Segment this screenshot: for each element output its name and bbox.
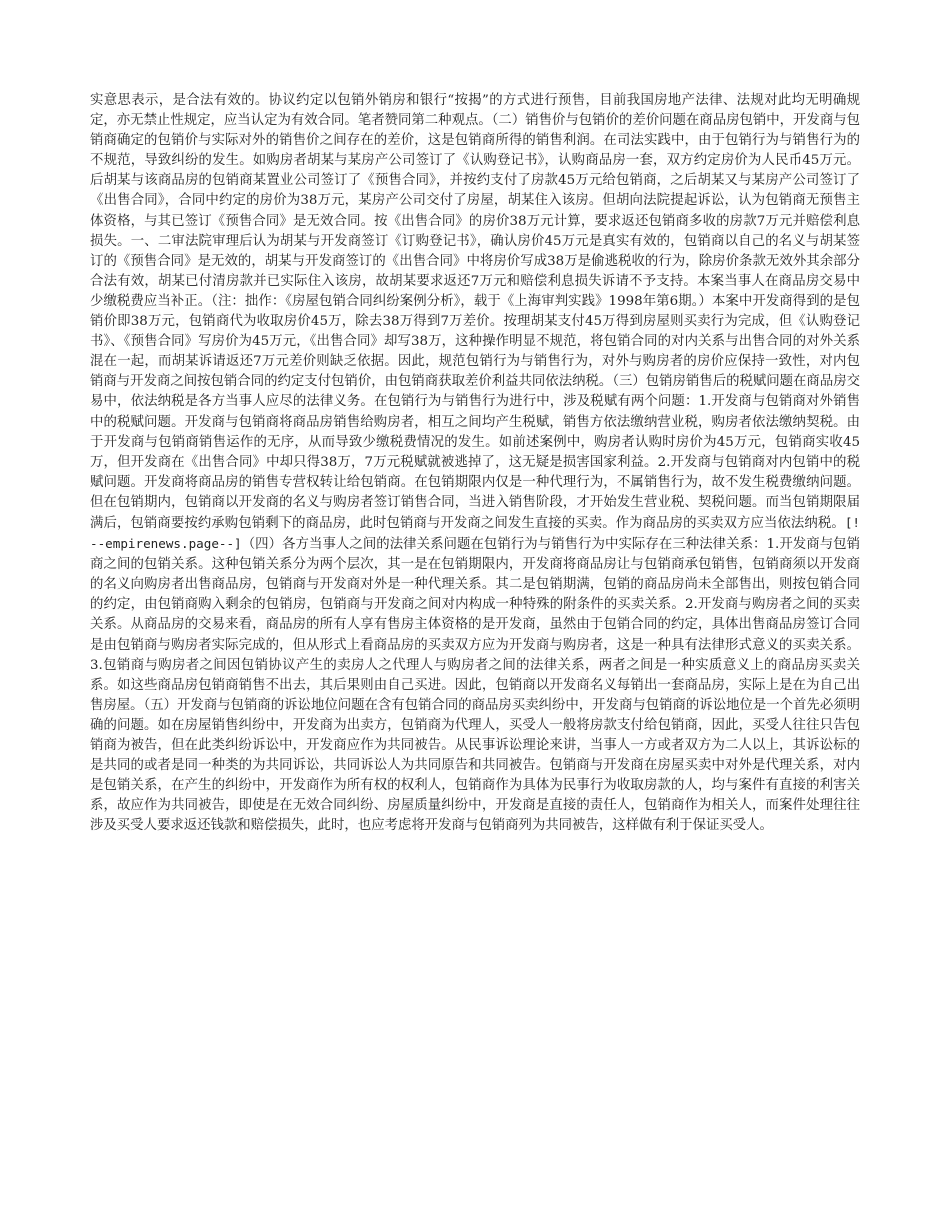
article-text-part-2: （四）各方当事人之间的法律关系问题在包销行为与销售行为中实际存在三种法律关系：1.开发商与包销商之间的包销关系。这种包销关系分为两个层次，其一是在包销期限内，开发商将商品房让与包销商承包销售，包销商须以开发商的名义向购房者出售商品房，包销商与开发商对外是一种代理关系。其二是包销期满，包销的商品房尚未全部售出，则按包销合同的约定，由包销商购入剩余的包销房，包销商与开发商之间对内构成一种特殊的附条件的买卖关系。2.开发商与购房者之间的买卖关系。从商品房的交易来看，商品房的所有人享有售房主体资格的是开发商，虽然由于包销合同的约定，具体出售商品房签订合同是由包销商与购房者实际完成的，但从形式上看商品房的买卖双方应为开发商与购房者，这是一种具有法律形式意义的买卖关系。3.包销商与购房者之间因包销协议产生的卖房人之代理人与购房者之间的法律关系，两者之间是一种实质意义上的商品房买卖关系。如这些商品房包销商销售不出去，其后果则由自己买进。因此，包销商以开发商名义每销出一套商品房，实际上是在为自己出售房屋。（五）开发商与包销商的诉讼地位问题在含有包销合同的商品房买卖纠纷中，开发商与包销商的诉讼地位是一个首先必须明确的问题。如在房屋销售纠纷中，开发商为出卖方，包销商为代理人，买受人一般将房款支付给包销商，因此，买受人往往只告包销商为被告，但在此类纠纷诉讼中，开发商应作为共同被告。从民事诉讼理论来讲，当事人一方或者双方为二人以上，其诉讼标的是共同的或者是同一种类的为共同诉讼，共同诉讼人为共同原告和共同被告。包销商与开发商在房屋买卖中对外是代理关系，对内是包销关系，在产生的纠纷中，开发商作为所有权的权利人，包销商作为具体为民事行为收取房款的人，均与案件有直接的利害关系，故应作为共同被告，即使是在无效合同纠纷、房屋质量纠纷中，开发商是直接的责任人，包销商作为相关人，而案件处理往往涉及买受人要求返还钱款和赔偿损失，此时，也应考虑将开发商与包销商列为共同被告，这样做有利于保证买受人。 xyxy=(90,537,860,834)
article-body xyxy=(90,91,860,836)
page-break-marker: [!--empirenews.page--] xyxy=(90,514,860,552)
article-text-part-1: 实意思表示，是合法有效的。协议约定以包销外销房和银行“按揭”的方式进行预售，目前我国房地产法律、法规对此均无明确规定，亦无禁止性规定，应当认定为有效合同。笔者赞同第二种观点。（二）销售价与包销价的差价问题在商品房包销中，开发商与包销商确定的包销价与实际对外的销售价之间存在的差价，这是包销商所得的销售利润。在司法实践中，由于包销行为与销售行为的不规范，导致纠纷的发生。如购房者胡某与某房产公司签订了《认购登记书》，认购商品房一套，双方约定房价为人民币45万元。后胡某与该商品房的包销商某置业公司签订了《预售合同》，并按约支付了房款45万元给包销商，之后胡某又与某房产公司签订了《出售合同》，合同中约定的房价为38万元，某房产公司交付了房屋，胡某住入该房。但胡向法院提起诉讼，认为包销商无预售主体资格，与其已签订《预售合同》是无效合同。按《出售合同》的房价38万元计算，要求返还包销商多收的房款7万元并赔偿利息损失。一、二审法院审理后认为胡某与开发商签订《订购登记书》，确认房价45万元是真实有效的，包销商以自己的名义与胡某签订的《预售合同》是无效的，胡某与开发商签订的《出售合同》中将房价写成38万是偷逃税收的行为，除房价条款无效外其余部分合法有效，胡某已付清房款并已实际住入该房，故胡某要求返还7万元和赔偿利息损失诉请不予支持。本案当事人在商品房交易中少缴税费应当补正。（注：拙作：《房屋包销合同纠纷案例分析》，载于《上海审判实践》1998年第6期。）本案中开发商得到的是包销价即38万元，包销商代为收取房价45万，除去38万得到7万差价。按理胡某支付45万得到房屋则买卖行为完成，但《认购登记书》、《预售合同》写房价为45万元，《出售合同》却写38万，这种操作明显不规范，将包销合同的对内关系与出售合同的对外关系混在一起，而胡某诉请返还7万元差价则缺乏依据。因此，规范包销行为与销售行为，对外与购房者的房价应保持一致性，对内包销商与开发商之间按包销合同的约定支付包销价，由包销商获取差价利益共同依法纳税。（三）包销房销售后的税赋问题在商品房交易中，依法纳税是各方当事人应尽的法律义务。在包销行为与销售行为进行中，涉及税赋有两个问题：1.开发商与包销商对外销售中的税赋问题。开发商与包销商将商品房销售给购房者，相互之间均产生税赋，销售方依法缴纳营业税，购房者依法缴纳契税。由于开发商与包销商销售运作的无序，从而导致少缴税费情况的发生。如前述案例中，购房者认购时房价为45万元，包销商实收45万，但开发商在《出售合同》中却只得38万，7万元税赋就被逃掉了，这无疑是损害国家利益。2.开发商与包销商对内包销中的税赋问题。开发商将商品房的销售专营权转让给包销商。在包销期限内仅是一种代理行为，不属销售行为，故不发生税费缴纳问题。但在包销期内，包销商以开发商的名义与购房者签订销售合同，当进入销售阶段，才开始发生营业税、契税问题。而当包销期限届满后，包销商要按约承购包销剩下的商品房，此时包销商与开发商之间发生直接的买卖。作为商品房的买卖双方应当依法纳税。 xyxy=(90,93,860,531)
